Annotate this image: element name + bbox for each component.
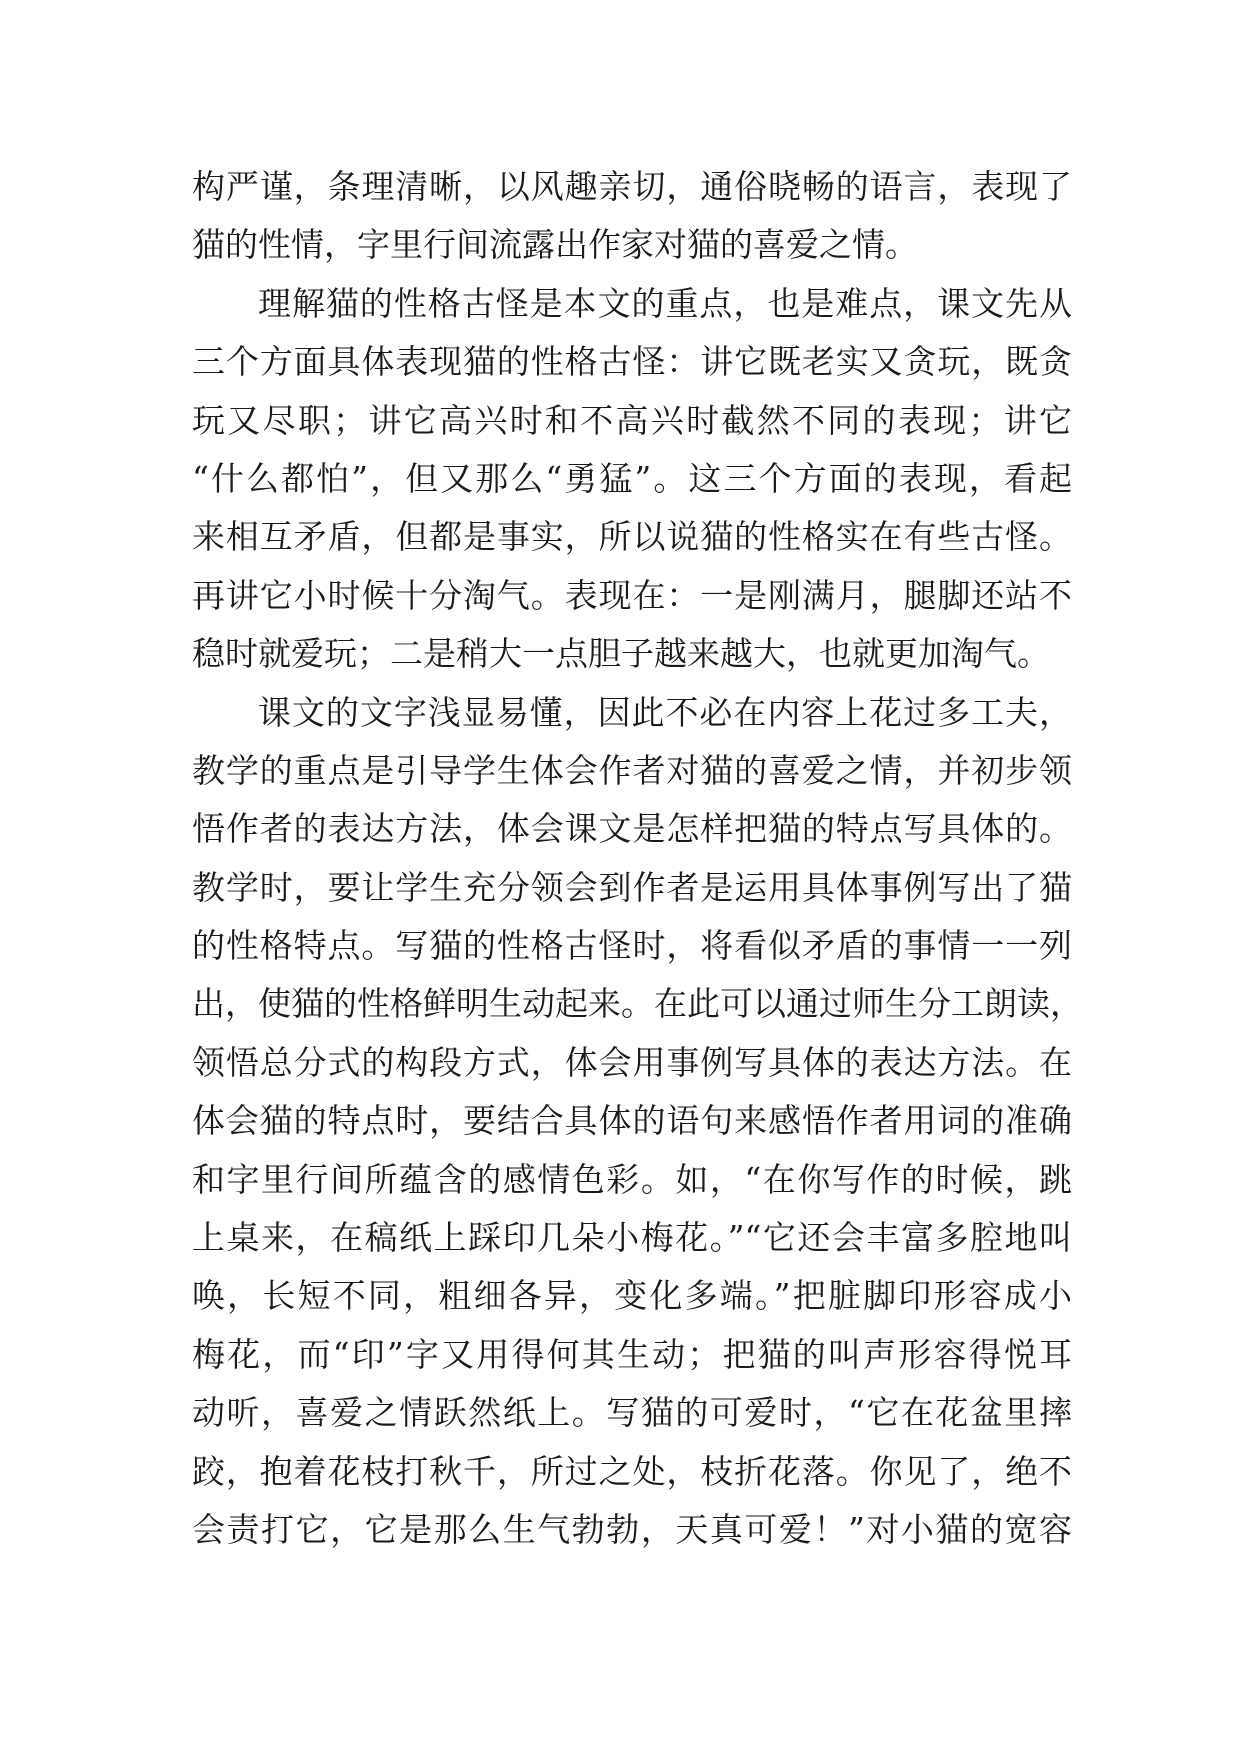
text-line: 跤，抱着花枝打秋千，所过之处，枝折花落。你见了，绝不 <box>192 1451 1072 1491</box>
text-line: 再讲它小时候十分淘气。表现在：一是刚满月，腿脚还站不 <box>192 575 1072 615</box>
text-line: 理解猫的性格古怪是本文的重点，也是难点，课文先从 <box>258 283 1072 323</box>
text-line: 的性格特点。写猫的性格古怪时，将看似矛盾的事情一一列 <box>192 926 1072 966</box>
text-line: 课文的文字浅显易懂，因此不必在内容上花过多工夫， <box>258 692 1072 732</box>
text-line: 动听，喜爱之情跃然纸上。写猫的可爱时，“它在花盆里摔 <box>192 1393 1072 1433</box>
text-line: 会责打它，它是那么生气勃勃，天真可爱！”对小猫的宽容 <box>192 1509 1072 1549</box>
text-line: 稳时就爱玩；二是稍大一点胆子越来越大，也就更加淘气。 <box>192 634 1050 674</box>
text-line: 出，使猫的性格鲜明生动起来。在此可以通过师生分工朗读， <box>192 984 1083 1024</box>
text-line: “什么都怕”，但又那么“勇猛”。这三个方面的表现，看起 <box>192 458 1072 498</box>
text-line: 玩又尽职；讲它高兴时和不高兴时截然不同的表现；讲它 <box>192 400 1072 440</box>
text-line: 三个方面具体表现猫的性格古怪：讲它既老实又贪玩，既贪 <box>192 342 1072 382</box>
text-line: 唤，长短不同，粗细各异，变化多端。”把脏脚印形容成小 <box>192 1276 1072 1316</box>
text-line: 悟作者的表达方法，体会课文是怎样把猫的特点写具体的。 <box>192 809 1072 849</box>
text-line: 来相互矛盾，但都是事实，所以说猫的性格实在有些古怪。 <box>192 517 1072 557</box>
body-text <box>192 158 1083 1559</box>
text-line: 教学时，要让学生充分领会到作者是运用具体事例写出了猫 <box>192 867 1072 907</box>
text-line: 和字里行间所蕴含的感情色彩。如，“在你写作的时候，跳 <box>192 1159 1072 1199</box>
text-line: 猫的性情，字里行间流露出作家对猫的喜爱之情。 <box>192 225 918 265</box>
text-line: 梅花，而“印”字又用得何其生动；把猫的叫声形容得悦耳 <box>192 1334 1072 1374</box>
text-line: 教学的重点是引导学生体会作者对猫的喜爱之情，并初步领 <box>192 750 1072 790</box>
text-line: 领悟总分式的构段方式，体会用事例写具体的表达方法。在 <box>192 1042 1072 1082</box>
text-line: 上桌来，在稿纸上踩印几朵小梅花。”“它还会丰富多腔地叫 <box>192 1218 1072 1258</box>
text-line: 构严谨，条理清晰，以风趣亲切，通俗晓畅的语言，表现了 <box>192 167 1072 206</box>
text-line: 体会猫的特点时，要结合具体的语句来感悟作者用词的准确 <box>192 1101 1072 1141</box>
